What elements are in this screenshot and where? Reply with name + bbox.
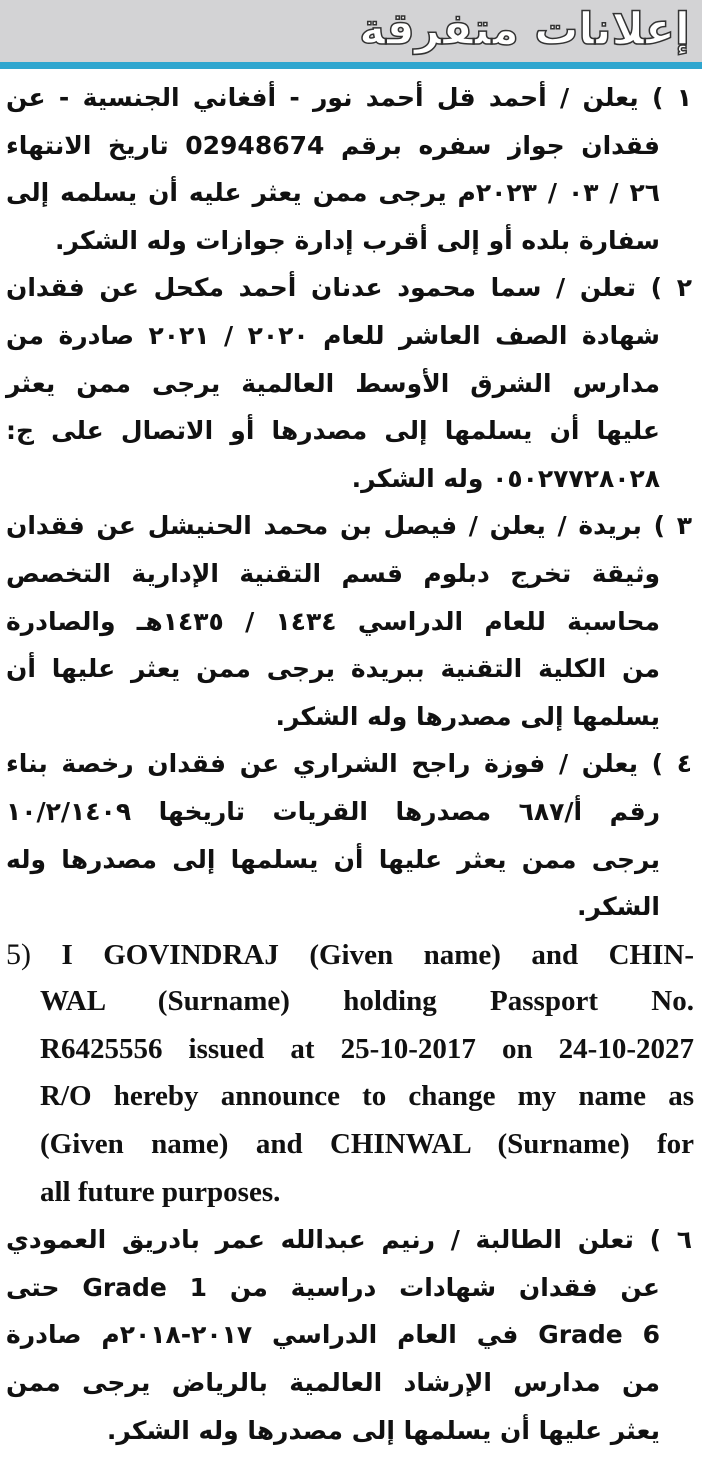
- section-title: إعلانات متفرقة: [359, 4, 690, 55]
- ad-line-text: I GOVINDRAJ (Given name) and CHIN-: [61, 938, 694, 971]
- ad-line: all future purposes.: [40, 1175, 281, 1208]
- ad-line: ٢ ) تعلن / سما محمود عدنان أحمد مكحل عن فقدان: [6, 273, 692, 303]
- ad-line: يرجى ممن يعثر عليها أن يسلمها إلى مصدرها وله: [6, 844, 660, 874]
- ad-line: يعثر عليها أن يسلمها إلى مصدرها وله الشكر.: [106, 1415, 660, 1445]
- section-header: [0, 0, 702, 62]
- ad-line: (Given name) and CHINWAL (Surname) for: [40, 1128, 694, 1161]
- ad-line: شهادة الصف العاشر للعام ٢٠٢٠ / ٢٠٢١ صادرة من: [6, 320, 660, 350]
- ad-line: وثيقة تخرج دبلوم قسم التقنية الإدارية التخصص: [6, 558, 660, 588]
- ad-line: Grade 6 في العام الدراسي ٢٠١٧-٢٠١٨م صادرة: [6, 1320, 660, 1350]
- ad-item: [0, 502, 702, 740]
- ad-item: [0, 740, 702, 930]
- ad-line: مدارس الشرق الأوسط العالمية يرجى ممن يعثر: [6, 368, 660, 398]
- ad-line: محاسبة للعام الدراسي ١٤٣٤ / ١٤٣٥هـ والصادرة: [6, 606, 660, 636]
- ad-line: من الكلية التقنية ببريدة يرجى ممن يعثر عليها أن: [6, 654, 660, 684]
- ad-line: ٢٦ / ٠٣ / ٢٠٢٣م يرجى ممن يعثر عليه أن يسلمه إلى: [6, 178, 661, 208]
- ad-line: ٦ ) تعلن الطالبة / رنيم عبدالله عمر بادريق العمودي: [6, 1225, 692, 1255]
- ad-line: R6425556 issued at 25-10-2017 on 24-10-2027: [40, 1032, 694, 1065]
- ad-item: [0, 931, 702, 1217]
- ad-number: 5): [6, 937, 31, 971]
- ad-line: ٤ ) يعلن / فوزة راجح الشراري عن فقدان رخصة بناء: [6, 749, 692, 779]
- header-divider: [0, 62, 702, 69]
- ad-line: WAL (Surname) holding Passport No.: [40, 985, 694, 1018]
- ad-line: من مدارس الإرشاد العالمية بالرياض يرجى ممن: [6, 1368, 660, 1398]
- ad-line: ٠٥٠٢٧٧٢٨٠٢٨ وله الشكر.: [351, 463, 660, 493]
- ad-line: ١ ) يعلن / أحمد قل أحمد نور - أفغاني الجنسية - عن: [6, 83, 692, 112]
- ad-line: رقم أ/٦٨٧ مصدرها القريات تاريخها ١٠/٢/١٤٠٩: [6, 796, 660, 826]
- ad-item: [0, 1216, 702, 1454]
- ad-line: الشكر.: [577, 892, 660, 922]
- ad-line: يسلمها إلى مصدرها وله الشكر.: [275, 701, 660, 731]
- ad-item: [0, 264, 702, 502]
- ad-line: R/O hereby announce to change my name as: [40, 1080, 694, 1113]
- ad-line: سفارة بلده أو إلى أقرب إدارة جوازات وله الشكر.: [54, 225, 660, 255]
- ad-line: [0, 931, 702, 979]
- ad-line: فقدان جواز سفره برقم 02948674 تاريخ الانتهاء: [6, 130, 660, 160]
- ad-item: [0, 74, 702, 264]
- ad-line: عليها أن يسلمها إلى مصدرها أو الاتصال على ج:: [6, 416, 660, 446]
- ad-line: عن فقدان شهادات دراسية من Grade 1 حتى: [6, 1272, 660, 1302]
- classified-ads: [0, 74, 702, 1454]
- ad-line: ٣ ) بريدة / يعلن / فيصل بن محمد الحنيشل عن فقدان: [6, 511, 692, 541]
